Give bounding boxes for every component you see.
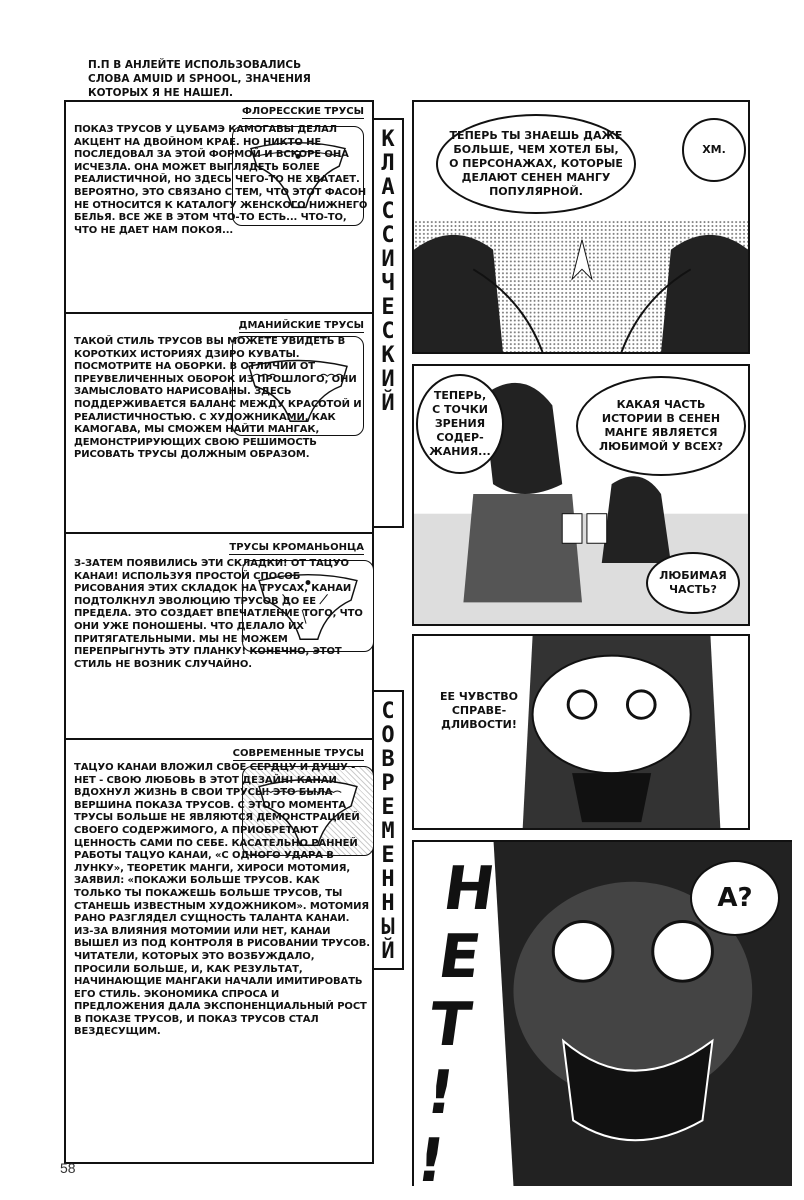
band-letter: О <box>381 723 395 748</box>
band-letter: Й <box>381 391 395 416</box>
band-letter: С <box>381 223 395 248</box>
panel-art <box>414 636 748 828</box>
sfx-letter: ! <box>421 1058 460 1128</box>
speech-text: ЕЕ ЧУВСТВО СПРАВЕ-ДЛИВОСТИ! <box>440 690 518 731</box>
section-cromagnon <box>66 534 372 740</box>
section-text: ТАЦУО КАНАИ ВЛОЖИЛ СВОЕ СЕРДЦУ И ДУШУ - НЕТ - СВОЮ ЛЮБОВЬ В ЭТОТ ДЕЗАЙН! КАНАИ ВДОХНУЛ ЖИЗНЬ В СВОИ ТРУСЫ! ЭТО БЫЛА ВЕРШИНА ПОКАЗА ТРУСОВ. С ЭТОГО МОМЕНТА ТРУСЫ БОЛЬШЕ НЕ ЯВЛЯЮТСЯ ДЕМОНСТРАЦИЕЙ СВОЕГО СОДЕРЖИМОГО, А ПРИОБРЕТАЮТ ЦЕННОСТЬ САМИ ПО СЕБЕ. КАСАТЕЛЬНО РАННЕЙ РАБОТЫ ТАЦУО КАНАИ, «С ОДНОГО УДАРА В ЛУНКУ», ТЕОРЕТИК МАНГИ, ХИРОСИ МОТОМИЯ, ЗАЯВИЛ: «ПОКАЖИ БОЛЬШЕ ТРУСОВ. КАК ТОЛЬКО ТЫ ПОКАЖЕШЬ БОЛЬШЕ ТРУСОВ, ТЫ СТАНЕШЬ ИЗВЕСТНЫМ ХУДОЖНИКОМ». МОТОМИЯ РАНО РАЗГЛЯДЕЛ СУЩНОСТЬ ТАЛАНТА КАНАИ. ИЗ-ЗА ВЛИЯНИЯ МОТОМИИ ИЛИ НЕТ, КАНАИ ВЫШЕЛ ИЗ ПОД КОНТРОЛЯ В РИСОВАНИИ ТРУСОВ. ЧИТАТЕЛИ, КОТОРЫХ ЭТО ВОЗБУЖДАЛО, ПРОСИЛИ БОЛЬШЕ, И, КАК РЕЗУЛЬТАТ, НАЧИНАЮЩИЕ МАНГАКИ НАЧАЛИ ИМИТИРОВАТЬ ЕГО СТИЛЬ. ЭКОНОМИКА СПРОСА И ПРЕДЛОЖЕНИЯ ДАЛА ЭКСПОНЕНЦИАЛЬНЫЙ РОСТ В ПОКАЗЕ ТРУСОВ, И ПОКАЗ ТРУСОВ СТАЛ ВЕЗДЕСУЩИМ. <box>74 762 370 1038</box>
sfx-letter: ! <box>412 1126 450 1196</box>
band-letter: Й <box>381 939 395 964</box>
band-letter: И <box>381 367 395 392</box>
page-number: 58 <box>60 1160 76 1176</box>
band-letter: Н <box>381 867 395 892</box>
band-letter: Р <box>381 771 395 796</box>
band-letter: Е <box>381 795 395 820</box>
band-letter: Л <box>381 151 395 176</box>
section-title: СОВРЕМЕННЫЕ ТРУСЫ <box>232 748 364 759</box>
speech-bubble: ТЕПЕРЬ, С ТОЧКИ ЗРЕНИЯ СОДЕР-ЖАНИЯ... <box>416 374 504 474</box>
section-text: ТАКОЙ СТИЛЬ ТРУСОВ ВЫ МОЖЕТЕ УВИДЕТЬ В КОРОТКИХ ИСТОРИЯХ ДЗИРО КУВАТЫ. ПОСМОТРИТЕ НА ОБОРКИ. В ОТЛИЧИИ ОТ ПРЕУВЕЛИЧЕННЫХ ОБОРОК ИЗ ПРОШЛОГО, ОНИ ЗАМЫСЛОВАТО НАРИСОВАНЫ. ЗДЕСЬ ПОДДЕРЖИВАЕТСЯ БАЛАНС МЕЖДУ КРАСОТОЙ И РЕАЛИСТИЧНОСТЬЮ. С ХУДОЖНИКАМИ, КАК КАМОГАВА, МЫ СМОЖЕМ НАЙТИ МАНГАК, ДЕМОНСТРИРУЮЩИХ СВОЮ РЕШИМОСТЬ РИСОВАТЬ ТРУСЫ ДОЛЖНЫМ ОБРАЗОМ. <box>74 336 362 461</box>
band-letter: С <box>381 699 395 724</box>
band-letter: Н <box>381 891 395 916</box>
band-letter: В <box>381 747 395 772</box>
speech-bubble: ТЕПЕРЬ ТЫ ЗНАЕШЬ ДАЖЕ БОЛЬШЕ, ЧЕМ ХОТЕЛ БЫ, О ПЕРСОНАЖАХ, КОТОРЫЕ ДЕЛАЮТ СЕНЕН МАНГУ ПОПУЛЯРНОЙ. <box>436 114 636 214</box>
band-letter: С <box>381 319 395 344</box>
band-letter: Е <box>381 295 395 320</box>
sfx-letter: Н <box>439 854 500 924</box>
speech-bubble: ХМ. <box>682 118 746 182</box>
band-letter: А <box>381 175 395 200</box>
band-letter: М <box>381 819 395 844</box>
band-letter: Ч <box>381 271 395 296</box>
speech-bubble: КАКАЯ ЧАСТЬ ИСТОРИИ В СЕНЕН МАНГЕ ЯВЛЯЕТСЯ ЛЮБИМОЙ У ВСЕХ? <box>576 376 746 476</box>
speech-text: А? <box>717 883 753 913</box>
manga-panel-3 <box>412 634 750 830</box>
band-letter: Е <box>381 843 395 868</box>
section-modern <box>66 740 372 1162</box>
section-title: ТРУСЫ КРОМАНЬОНЦА <box>229 542 364 553</box>
band-classic <box>374 118 404 528</box>
section-text-full: ПОКАЗ ТРУСОВ У ЦУБАМЭ КАМОГАВЫ ДЕЛАЛ АКЦЕНТ НА ДВОЙНОМ КРАЕ. НО НИКТО НЕ ПОСЛЕДОВАЛ ЗА ЭТОЙ ФОРМОЙ И ВСКОРЕ ОНА ИСЧЕЗЛА. ОНА МОЖЕТ ВЫГЛЯДЕТЬ БОЛЕЕ РЕАЛИСТИЧНОЙ, НО ЗДЕСЬ ЧЕГО-ТО НЕ ХВАТАЕТ. ВЕРОЯТНО, ЭТО СВЯЗАНО С ТЕМ, ЧТО ЭТОТ ФАСОН НЕ ОТНОСИТСЯ К КАТАЛОГУ ЖЕНСКОГО НИЖНЕГО БЕЛЬЯ. ВСЕ ЖЕ В ЭТОМ ЧТО-ТО ЕСТЬ... ЧТО-ТО, ЧТО НЕ ДАЕТ НАМ ПОКОЯ... <box>74 124 368 236</box>
sfx-letter: Т <box>424 990 476 1060</box>
section-text: З-ЗАТЕМ ПОЯВИЛИСЬ ЭТИ СКЛАДКИ! ОТ ТАЦУО КАНАИ! ИСПОЛЬЗУЯ ПРОСТОЙ СПОСОБ РИСОВАНИЯ ЭТИХ СКЛАДОК НА ТРУСАХ, КАНАИ ПОДТОЛКНУЛ ЭВОЛЮЦИЮ ТРУСОВ ДО ЕЕ ПРЕДЕЛА. ЭТО СОЗДАЕТ ВПЕЧАТЛЕНИЕ ТОГО, ЧТО ОНИ УЖЕ ПОНОШЕНЫ. ЧТО ДЕЛАЛО ИХ ПРИТЯГАТЕЛЬНЫМИ. МЫ НЕ МОЖЕМ ПЕРЕПРЫГНУТЬ ЭТУ ПЛАНКУ! КОНЕЧНО, ЭТОТ СТИЛЬ НЕ ВОЗНИК СЛУЧАЙНО. <box>74 558 363 670</box>
section-flores <box>66 102 372 314</box>
band-letter: С <box>381 199 395 224</box>
section-title: ФЛОРЕССКИЕ ТРУСЫ <box>242 106 364 117</box>
manga-panel-2 <box>412 364 750 626</box>
band-letter: К <box>381 127 395 152</box>
section-title: ДМАНИЙСКИЕ ТРУСЫ <box>238 320 364 331</box>
manga-panel-1 <box>412 100 750 354</box>
section-dmania <box>66 314 372 534</box>
article-column <box>64 100 374 1164</box>
band-letter: К <box>381 343 395 368</box>
sfx-letter: Е <box>434 922 485 992</box>
translator-note: П.П В АНЛЕЙТЕ ИСПОЛЬЗОВАЛИСЬ СЛОВА AMUID И SPHOOL, ЗНАЧЕНИЯ КОТОРЫХ Я НЕ НАШЕЛ. <box>88 59 311 99</box>
band-letter: И <box>381 247 395 272</box>
speech-bubble <box>690 860 780 936</box>
band-letter: Ы <box>381 915 395 940</box>
band-modern <box>374 690 404 970</box>
speech-bubble: ЛЮБИМАЯ ЧАСТЬ? <box>646 552 740 614</box>
